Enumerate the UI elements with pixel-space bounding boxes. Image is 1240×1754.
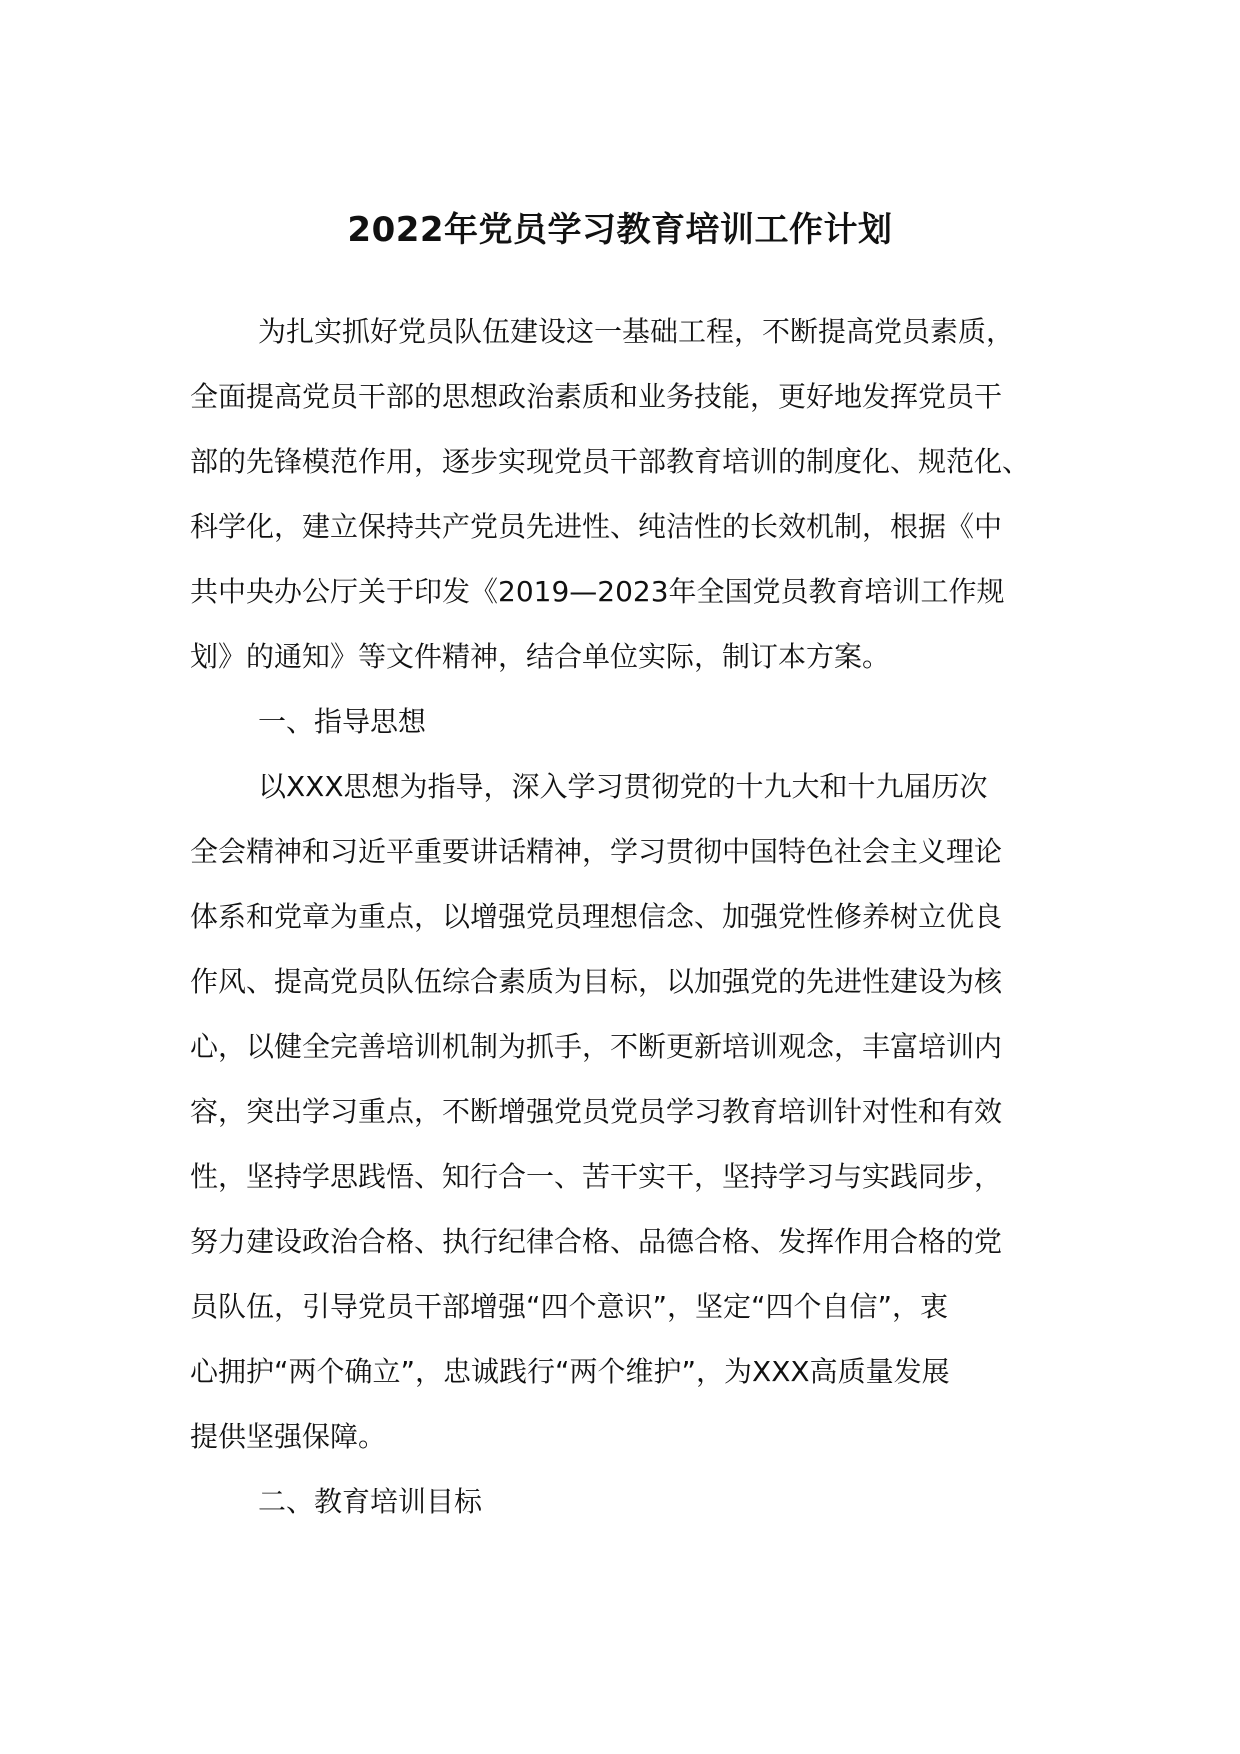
- section-heading: 一、指导思想: [258, 705, 427, 738]
- section-heading: 二、教育培训目标: [258, 1485, 483, 1518]
- paragraph-line: 努力建设政治合格、执行纪律合格、品德合格、发挥作用合格的党: [190, 1225, 1003, 1258]
- paragraph-line: 员队伍，引导党员干部增强“四个意识”，坚定“四个自信”，衷: [190, 1290, 949, 1323]
- paragraph-line: 以XXX思想为指导，深入学习贯彻党的十九大和十九届历次: [258, 770, 988, 803]
- paragraph-line: 划》的通知》等文件精神，结合单位实际，制订本方案。: [190, 640, 891, 673]
- paragraph-line: 心拥护“两个确立”，忠诚践行“两个维护”，为XXX高质量发展: [190, 1355, 950, 1388]
- paragraph-line: 体系和党章为重点，以增强党员理想信念、加强党性修养树立优良: [190, 900, 1003, 933]
- paragraph-line: 科学化，建立保持共产党员先进性、纯洁性的长效机制，根据《中: [190, 510, 1003, 543]
- paragraph-line: 提供坚强保障。: [190, 1420, 387, 1453]
- paragraph-line: 容，突出学习重点，不断增强党员党员学习教育培训针对性和有效: [190, 1095, 1003, 1128]
- paragraph-line: 全会精神和习近平重要讲话精神，学习贯彻中国特色社会主义理论: [190, 835, 1003, 868]
- paragraph-line: 心，以健全完善培训机制为抓手，不断更新培训观念，丰富培训内: [190, 1030, 1003, 1063]
- paragraph-line: 为扎实抓好党员队伍建设这一基础工程，不断提高党员素质，: [258, 315, 1015, 348]
- paragraph-line: 共中央办公厅关于印发《2019—2023年全国党员教育培训工作规: [190, 575, 1005, 608]
- paragraph-line: 部的先锋模范作用，逐步实现党员干部教育培训的制度化、规范化、: [190, 445, 1031, 478]
- paragraph-line: 作风、提高党员队伍综合素质为目标，以加强党的先进性建设为核: [190, 965, 1003, 998]
- paragraph-line: 全面提高党员干部的思想政治素质和业务技能，更好地发挥党员干: [190, 380, 1003, 413]
- paragraph-line: 性，坚持学思践悟、知行合一、苦干实干，坚持学习与实践同步，: [190, 1160, 1003, 1193]
- document-title: 2022年党员学习教育培训工作计划: [347, 210, 893, 250]
